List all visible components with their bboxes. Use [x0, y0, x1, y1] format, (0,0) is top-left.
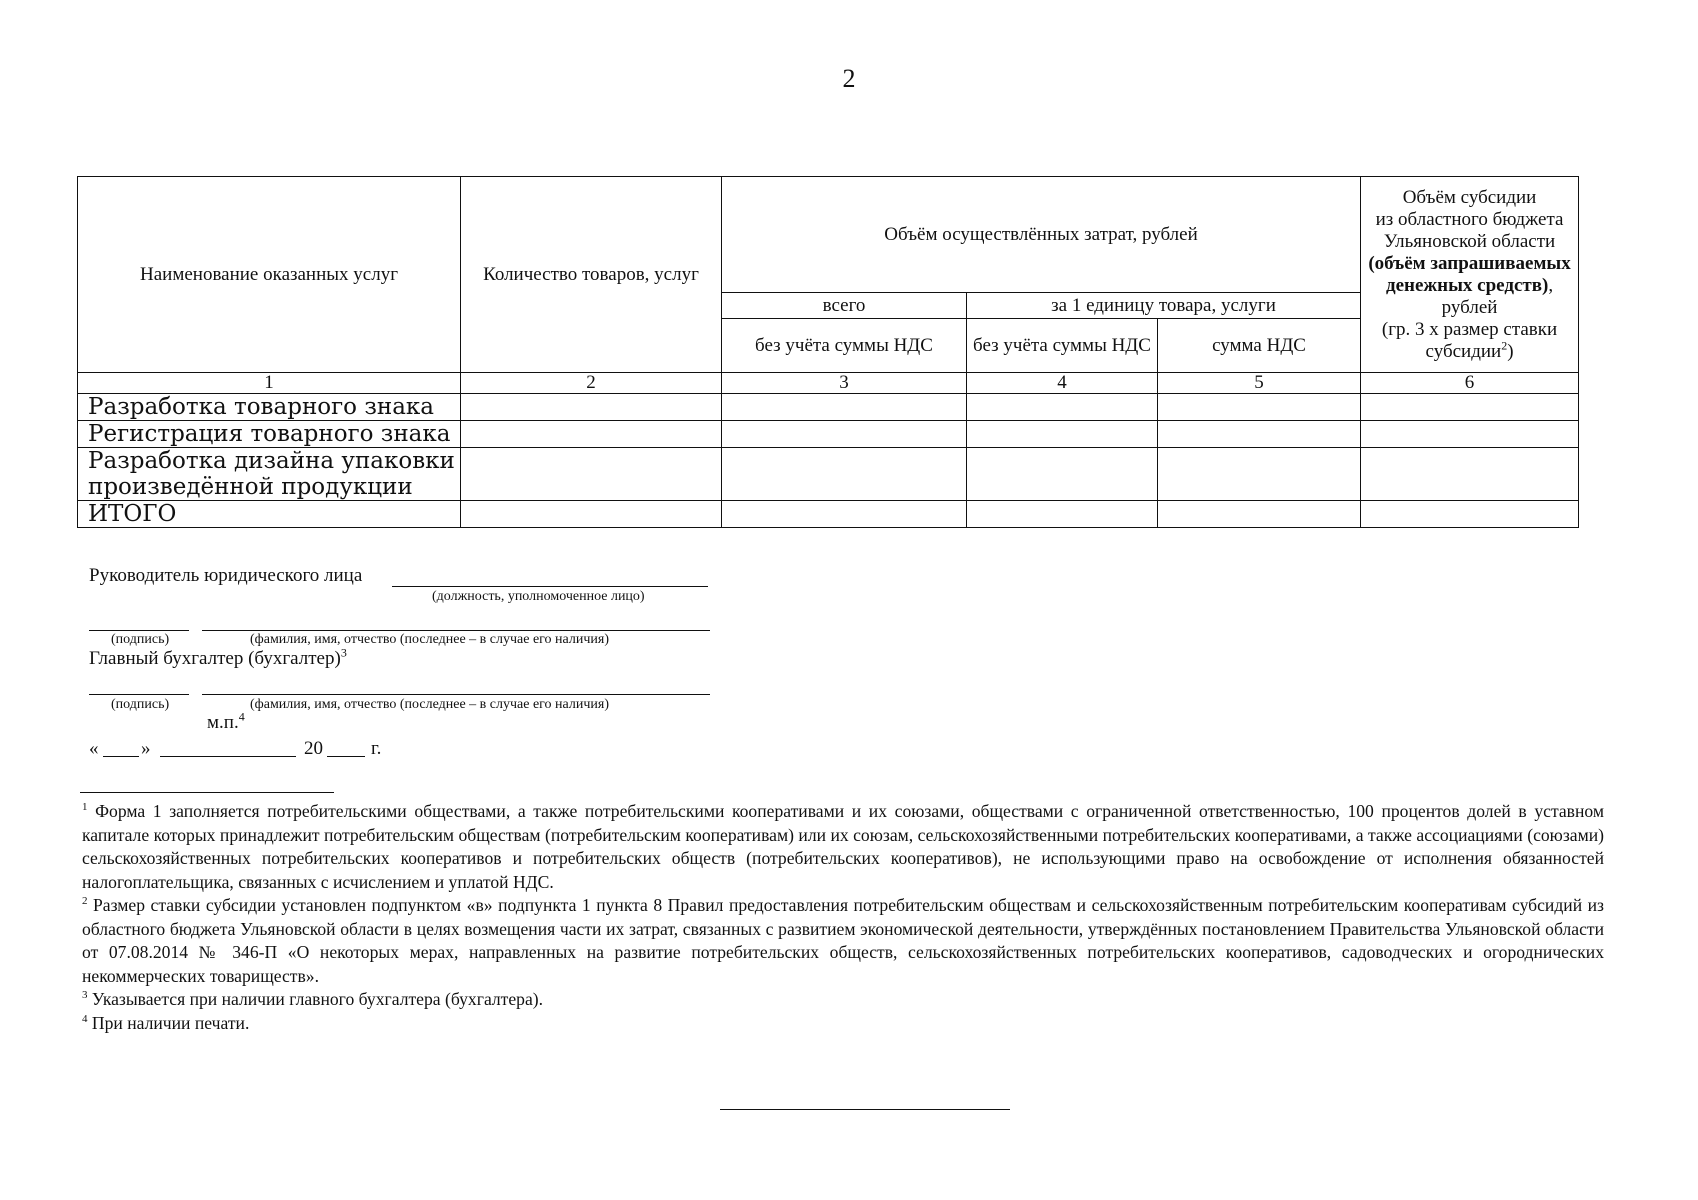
- footnote: [82, 988, 1604, 1012]
- row-name: Разработка товарного знака: [78, 394, 461, 421]
- column-number: 5: [1158, 373, 1361, 394]
- table-cell[interactable]: [967, 501, 1158, 528]
- header-col4: без учёта суммы НДС: [967, 319, 1158, 373]
- footnote: [82, 800, 1604, 894]
- column-numbers-row: [78, 373, 1579, 394]
- fio-line-1[interactable]: [202, 630, 710, 631]
- head-position-caption: (должность, уполномоченное лицо): [432, 589, 645, 604]
- row-name: Регистрация товарного знака: [78, 421, 461, 448]
- stamp-label: [207, 709, 245, 734]
- column-number: 6: [1361, 373, 1579, 394]
- date-year-line[interactable]: [327, 756, 365, 757]
- table-cell[interactable]: [1158, 448, 1361, 501]
- table-row: [78, 421, 1579, 448]
- table-row: [78, 394, 1579, 421]
- signature-line-2[interactable]: [89, 694, 189, 695]
- page-number: 2: [842, 64, 856, 93]
- table-cell[interactable]: [1158, 421, 1361, 448]
- table-cell[interactable]: [722, 448, 967, 501]
- row-name-total: ИТОГО: [78, 501, 461, 528]
- subsidy-header-comma: ,: [1548, 274, 1554, 296]
- subsidy-header-unit: рублей: [1441, 296, 1498, 318]
- fio-line-2[interactable]: [202, 694, 710, 695]
- table-row-total: [78, 501, 1579, 528]
- signature-caption-1: (подпись): [111, 632, 170, 647]
- header-costs: Объём осуществлённых затрат, рублей: [722, 177, 1361, 293]
- table-cell[interactable]: [1158, 501, 1361, 528]
- signature-caption-2: (подпись): [111, 697, 170, 712]
- table-cell[interactable]: [461, 501, 722, 528]
- subsidy-header-line-2: из областного бюджета: [1375, 208, 1564, 230]
- row-name: Разработка дизайна упаковки произведённой продукции: [78, 448, 461, 501]
- footnote-ref-4: 4: [238, 709, 245, 724]
- fio-caption-2: (фамилия, имя, отчество (последнее – в случае его наличия): [250, 697, 609, 712]
- footnote-number: 2: [82, 895, 88, 908]
- header-per-unit: за 1 единицу товара, услуги: [967, 293, 1361, 319]
- header-col5: сумма НДС: [1158, 319, 1361, 373]
- table-cell[interactable]: [1361, 501, 1579, 528]
- date-close-quote: »: [141, 738, 151, 759]
- table-cell[interactable]: [722, 501, 967, 528]
- footnote-ref-3: 3: [340, 645, 347, 660]
- date-day-line[interactable]: [103, 756, 139, 757]
- table-cell[interactable]: [461, 421, 722, 448]
- column-number: 3: [722, 373, 967, 394]
- header-service-name: Наименование оказанных услуг: [78, 177, 461, 373]
- table-cell[interactable]: [967, 448, 1158, 501]
- subsidy-header-line-3: Ульяновской области: [1383, 230, 1556, 252]
- subsidy-costs-table: [77, 176, 1579, 528]
- table-cell[interactable]: [1158, 394, 1361, 421]
- footnote-text: Размер ставки субсидии установлен подпунктом «в» подпункта 1 пункта 8 Правил предоставления потребительским обществам и сельскохозяйственным потребительским кооперативам субсидий из областного бюджета Ульяновской области в целях возмещения части их затрат, связанных с развитием экономической деятельности, утверждённых постановлением Правительства Ульяновской области от 07.08.2014 № 346-П «О некоторых мерах, направленных на развитие потребительских обществ, сельскохозяйственных потребительских кооперативов, садоводческих и огороднических некоммерческих товариществ».: [82, 895, 1604, 986]
- fio-caption-1: (фамилия, имя, отчество (последнее – в случае его наличия): [250, 632, 609, 647]
- footnote-separator: [80, 792, 334, 793]
- header-total: всего: [722, 293, 967, 319]
- footnote: [82, 894, 1604, 988]
- table-cell[interactable]: [1361, 394, 1579, 421]
- footnote-number: 1: [82, 801, 88, 814]
- footnote-text: При наличии печати.: [91, 1012, 250, 1033]
- header-subsidy: [1361, 177, 1579, 373]
- subsidy-header-footnote-ref: 2: [1501, 338, 1508, 353]
- table-cell[interactable]: [967, 394, 1158, 421]
- date-year-prefix: 20: [304, 738, 323, 759]
- subsidy-header-formula: (гр. 3 x размер ставки субсидии: [1381, 318, 1558, 362]
- subsidy-header-line-1: Объём субсидии: [1402, 186, 1537, 208]
- column-number: 4: [967, 373, 1158, 394]
- footnote-text: Указывается при наличии главного бухгалтера (бухгалтера).: [91, 989, 544, 1009]
- date-month-line[interactable]: [160, 756, 296, 757]
- table-cell[interactable]: [461, 448, 722, 501]
- table-cell[interactable]: [1361, 448, 1579, 501]
- footnote-text: Форма 1 заполняется потребительскими обществами, а также потребительскими кооперативами и их союзами, обществами с ограниченной ответственностью, 100 процентов долей в уставном капитале которых принадлежит потребительским обществам (потребительским кооперативам) или их союзам, сельскохозяйственными потребительских кооперативами, а также ассоциациями (союзами) сельскохозяйственных потребительских кооперативов и потребительских обществ (потребительских кооперативов), не использующими право на освобождение от исполнения обязанностей налогоплательщика, связанных с исчислением и уплатой НДС.: [82, 801, 1604, 892]
- table-cell[interactable]: [1361, 421, 1579, 448]
- head-position-line[interactable]: [392, 586, 708, 587]
- head-label: Руководитель юридического лица: [89, 565, 363, 586]
- table-cell[interactable]: [967, 421, 1158, 448]
- subsidy-header-formula-end: ): [1507, 340, 1514, 362]
- footnote: [82, 1012, 1604, 1036]
- table-cell[interactable]: [722, 421, 967, 448]
- date-suffix: г.: [371, 738, 382, 759]
- header-quantity: Количество товаров, услуг: [461, 177, 722, 373]
- date-open-quote: «: [89, 738, 99, 759]
- footnote-number: 4: [82, 1012, 88, 1025]
- chief-accountant-text: Главный бухгалтер (бухгалтер): [89, 648, 341, 669]
- header-col3: без учёта суммы НДС: [722, 319, 967, 373]
- subsidy-header-bold: (объём запрашиваемых денежных средств): [1368, 252, 1571, 296]
- stamp-text: м.п.: [207, 712, 239, 733]
- column-number: 2: [461, 373, 722, 394]
- signature-line-1[interactable]: [89, 630, 189, 631]
- table-cell[interactable]: [461, 394, 722, 421]
- closing-rule: [720, 1109, 1010, 1110]
- table-cell[interactable]: [722, 394, 967, 421]
- footnote-number: 3: [82, 989, 88, 1002]
- table-row: [78, 448, 1579, 501]
- footnotes: [82, 800, 1604, 1035]
- chief-accountant-label: [89, 645, 347, 670]
- column-number: 1: [78, 373, 461, 394]
